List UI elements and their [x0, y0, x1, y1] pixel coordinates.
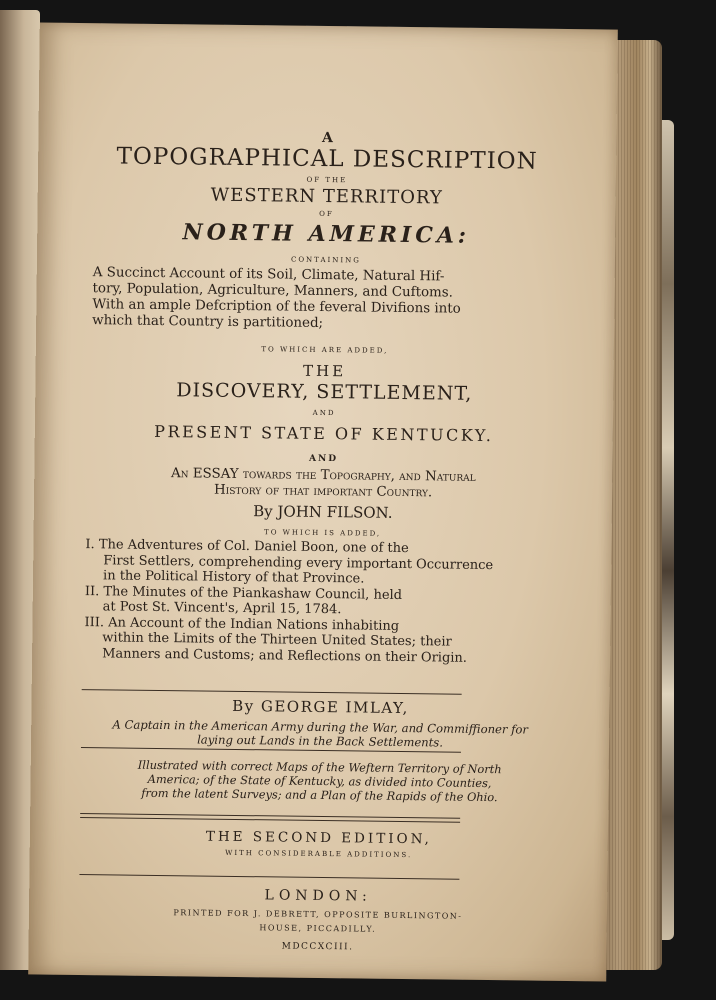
- discovery-settlement: DISCOVERY, SETTLEMENT,: [176, 379, 473, 405]
- list-item: within the Limits of the Thirteen United States; their: [102, 630, 452, 650]
- north-america: NORTH AMERICA:: [182, 219, 471, 249]
- and-2: AND: [308, 453, 339, 465]
- the: THE: [302, 361, 347, 381]
- by-filson: By JOHN FILSON.: [253, 502, 393, 522]
- essay-line-1: An ESSAY towards the Topography, and Natural: [170, 466, 476, 485]
- article-a: A: [321, 129, 333, 147]
- present-state: PRESENT STATE OF KENTUCKY.: [154, 421, 494, 446]
- divider: [79, 874, 459, 880]
- contents-list: [84, 537, 505, 666]
- edition: THE SECOND EDITION,: [205, 828, 432, 848]
- captain-line-2: laying out Lands in the Back Settlements.: [197, 732, 444, 750]
- imprint-city: LONDON:: [264, 887, 372, 905]
- description-line: A Succinct Account of its Soil, Climate, Natural Hif-: [92, 265, 445, 285]
- additions: WITH CONSIDERABLE ADDITIONS.: [225, 848, 413, 860]
- imprint-year: MDCCXCIII.: [281, 941, 354, 953]
- by-imlay: By GEORGE IMLAY,: [232, 696, 409, 718]
- list-item: First Settlers, comprehending every important Occurrence: [103, 552, 494, 573]
- printer-line-1: PRINTED FOR J. DEBRETT, OPPOSITE BURLINGTON-: [173, 908, 463, 921]
- list-item: in the Political History of that Province.: [102, 568, 365, 587]
- illustrated-line: from the latent Surveys; and a Plan of the Rapids of the Ohio.: [141, 785, 498, 805]
- to-which-added: TO WHICH ARE ADDED,: [261, 345, 389, 355]
- description-block: [92, 265, 493, 334]
- illustrated-line: Illustrated with correct Maps of the Weftern Territory of North: [137, 757, 502, 777]
- printer-line-2: HOUSE, PICCADILLY.: [259, 923, 377, 934]
- main-title: TOPOGRAPHICAL DESCRIPTION: [116, 143, 538, 175]
- of: OF: [319, 209, 334, 219]
- divider: [82, 689, 462, 695]
- list-item: II. The Minutes of the Piankashaw Council, held: [84, 583, 403, 603]
- illustrated-line: America; of the State of Kentucky, as divided into Counties,: [147, 771, 492, 791]
- list-item: III. An Account of the Indian Nations inhabiting: [84, 614, 400, 634]
- description-line: which that Country is partitioned;: [92, 313, 324, 331]
- containing: CONTAINING: [290, 255, 361, 265]
- of-the: OF THE: [306, 175, 348, 185]
- list-item: I. The Adventures of Col. Daniel Boon, one of the: [85, 537, 409, 557]
- and-1: AND: [312, 408, 336, 418]
- captain-line-1: A Captain in the American Army during the War, and Commiffioner for: [112, 717, 529, 737]
- list-item: at Post St. Vincent's, April 15, 1784.: [102, 599, 342, 618]
- description-line: With an ample Defcription of the feveral Divifions into: [92, 297, 461, 317]
- title-page: [28, 23, 618, 982]
- description-line: tory, Population, Agriculture, Manners, and Cuftoms.: [92, 281, 454, 301]
- list-item: Manners and Customs; and Reflections on their Origin.: [102, 645, 468, 666]
- western-territory: WESTERN TERRITORY: [210, 184, 443, 209]
- essay-line-2: History of that important Country.: [213, 482, 433, 501]
- to-which-is-added: TO WHICH IS ADDED,: [263, 528, 382, 538]
